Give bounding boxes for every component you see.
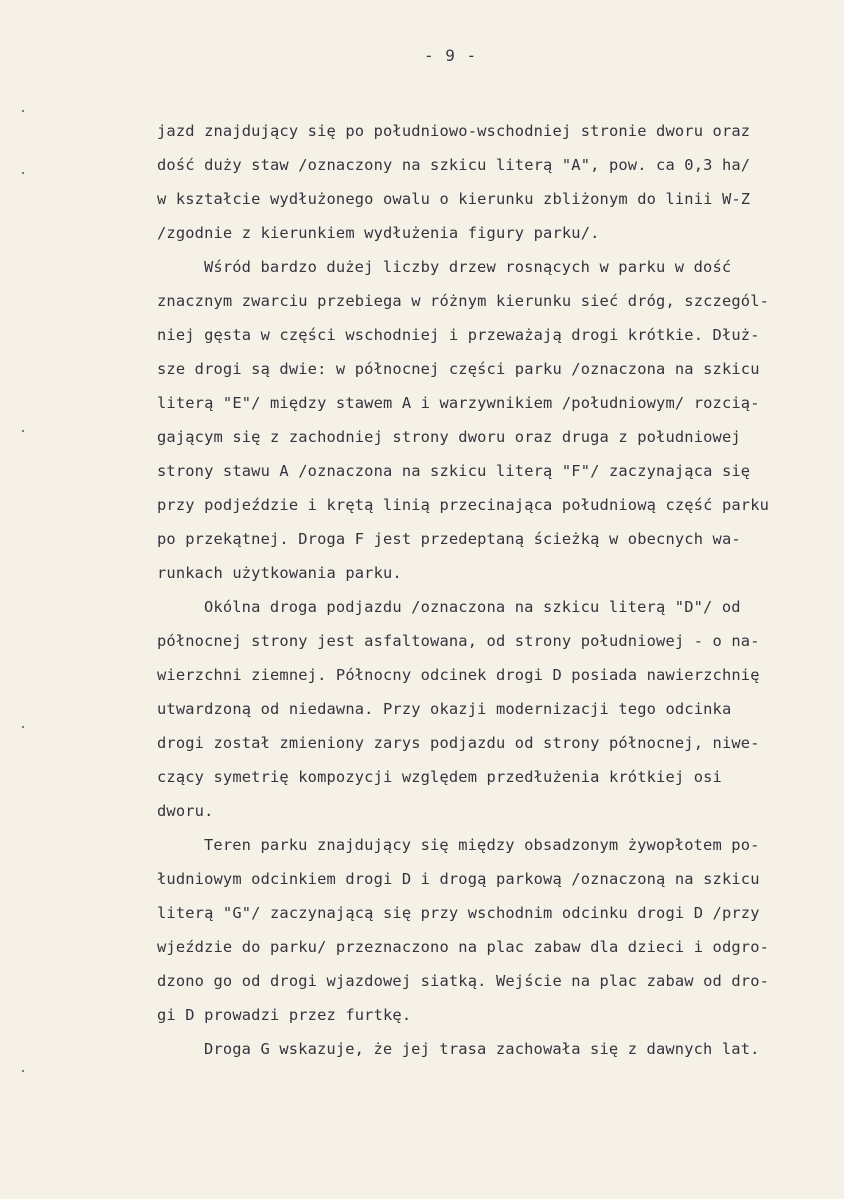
text-line: /zgodnie z kierunkiem wydłużenia figury parku/. — [157, 224, 600, 242]
text-line: wjeździe do parku/ przeznaczono na plac zabaw dla dzieci i odgro- — [157, 938, 770, 956]
text-line: wierzchni ziemnej. Północny odcinek drogi D posiada nawierzchnię — [157, 666, 760, 684]
text-line: strony stawu A /oznaczona na szkicu literą "F"/ zaczynająca się — [157, 462, 751, 480]
text-line: Teren parku znajdujący się między obsadzonym żywopłotem po- — [204, 836, 760, 854]
text-line: jazd znajdujący się po południowo-wschodniej stronie dworu oraz — [157, 122, 751, 140]
scan-speck — [22, 172, 24, 174]
text-line: literą "G"/ zaczynającą się przy wschodnim odcinku drogi D /przy — [157, 904, 760, 922]
page-number: - 9 - — [424, 46, 478, 65]
text-line: w kształcie wydłużonego owalu o kierunku zbliżonym do linii W-Z — [157, 190, 751, 208]
scan-speck — [22, 110, 24, 112]
text-line: dość duży staw /oznaczony na szkicu literą "A", pow. ca 0,3 ha/ — [157, 156, 751, 174]
text-line: literą "E"/ między stawem A i warzywnikiem /południowym/ rozcią- — [157, 394, 760, 412]
text-line: dzono go od drogi wjazdowej siatką. Wejście na plac zabaw od dro- — [157, 972, 770, 990]
scan-speck — [22, 430, 24, 432]
text-line: Droga G wskazuje, że jej trasa zachowała się z dawnych lat. — [204, 1040, 760, 1058]
text-line: łudniowym odcinkiem drogi D i drogą parkową /oznaczoną na szkicu — [157, 870, 760, 888]
text-line: przy podjeździe i krętą linią przecinająca południową część parku — [157, 496, 770, 514]
text-line: Okólna droga podjazdu /oznaczona na szkicu literą "D"/ od — [204, 598, 741, 616]
text-line: runkach użytkowania parku. — [157, 564, 402, 582]
scan-speck — [22, 1070, 24, 1072]
text-line: gi D prowadzi przez furtkę. — [157, 1006, 412, 1024]
scan-speck — [22, 726, 24, 728]
text-line: Wśród bardzo dużej liczby drzew rosnących w parku w dość — [204, 258, 732, 276]
text-line: gającym się z zachodniej strony dworu oraz druga z południowej — [157, 428, 741, 446]
text-line: drogi został zmieniony zarys podjazdu od strony północnej, niwe- — [157, 734, 760, 752]
text-line: znacznym zwarciu przebiega w różnym kierunku sieć dróg, szczegól- — [157, 292, 770, 310]
text-line: dworu. — [157, 802, 214, 820]
text-line: po przekątnej. Droga F jest przedeptaną ścieżką w obecnych wa- — [157, 530, 741, 548]
text-line: utwardzoną od niedawna. Przy okazji modernizacji tego odcinka — [157, 700, 732, 718]
text-line: północnej strony jest asfaltowana, od strony południowej - o na- — [157, 632, 760, 650]
text-line: sze drogi są dwie: w północnej części parku /oznaczona na szkicu — [157, 360, 760, 378]
text-line: niej gęsta w części wschodniej i przeważają drogi krótkie. Dłuż- — [157, 326, 760, 344]
text-line: czący symetrię kompozycji względem przedłużenia krótkiej osi — [157, 768, 722, 786]
